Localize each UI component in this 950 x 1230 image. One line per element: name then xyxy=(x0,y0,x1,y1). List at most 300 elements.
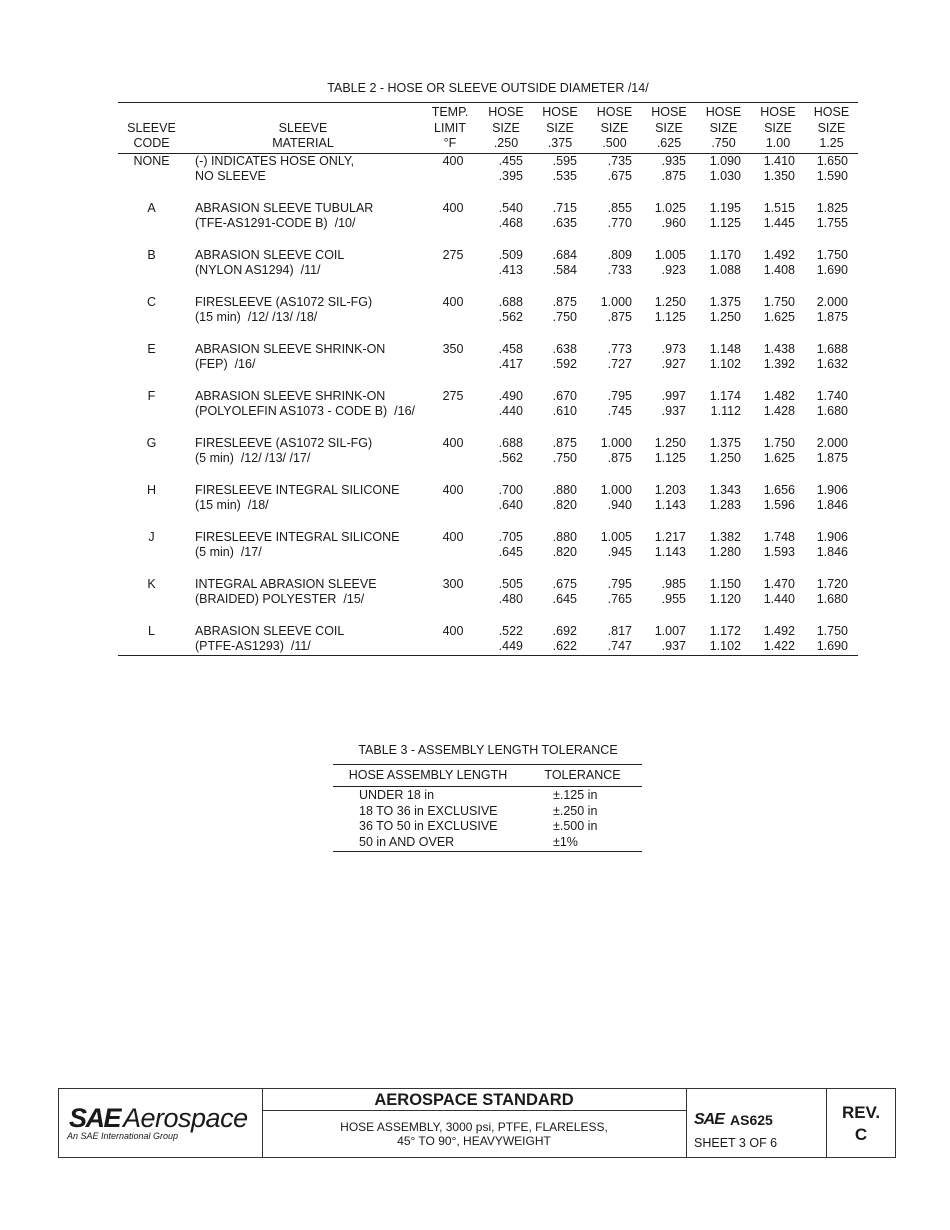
size-min-value: .940 xyxy=(607,498,632,512)
table3-header-tolerance: TOLERANCE xyxy=(523,765,642,787)
size-min-value: 1.680 xyxy=(816,592,848,606)
size-min-value: 1.440 xyxy=(763,592,795,606)
hose-size-value xyxy=(751,342,805,389)
sleeve-material xyxy=(185,389,421,436)
tolerance-value: ±.250 in xyxy=(553,803,598,818)
hose-size-value xyxy=(533,436,587,483)
size-min-value: 1.408 xyxy=(763,263,795,277)
size-max-value: 1.750 xyxy=(816,623,848,638)
size-max-value: .670 xyxy=(552,388,577,403)
table2-header-line: HOSE xyxy=(813,105,850,119)
size-max-value: .795 xyxy=(607,388,632,403)
size-min-value: .440 xyxy=(498,404,523,418)
assembly-length: 36 TO 50 in EXCLUSIVE xyxy=(359,819,498,833)
sleeve-material-line: ABRASION SLEEVE SHRINK-ON xyxy=(195,388,386,403)
sleeve-code: H xyxy=(146,482,157,497)
hose-size-value xyxy=(696,577,751,624)
sleeve-material-line: NO SLEEVE xyxy=(195,169,266,183)
size-max-value: 1.492 xyxy=(763,623,795,638)
table-row xyxy=(333,819,642,835)
assembly-length: UNDER 18 in xyxy=(359,788,435,802)
hose-size-value xyxy=(642,577,696,624)
sleeve-material-line: (5 min) /17/ xyxy=(195,545,262,559)
size-max-value: .935 xyxy=(661,153,686,168)
sleeve-code: NONE xyxy=(133,153,170,168)
table2-header-cell xyxy=(587,103,642,154)
hose-size-value xyxy=(533,153,587,201)
size-min-value: 1.428 xyxy=(763,404,795,418)
size-min-value: .875 xyxy=(607,451,632,465)
size-max-value: .715 xyxy=(552,200,577,215)
hose-size-value xyxy=(751,483,805,530)
table2-header-line: .375 xyxy=(547,136,573,150)
table-row xyxy=(118,153,858,201)
sleeve-code: G xyxy=(146,435,157,450)
size-max-value: 1.438 xyxy=(763,341,795,356)
size-max-value: .638 xyxy=(552,341,577,356)
hose-size-value xyxy=(533,248,587,295)
hose-size-value xyxy=(696,530,751,577)
size-max-value: 1.688 xyxy=(816,341,848,356)
size-max-value: 1.750 xyxy=(763,294,795,309)
table-row xyxy=(118,483,858,530)
table2-header-line: 1.00 xyxy=(765,136,791,150)
size-max-value: 1.250 xyxy=(654,294,686,309)
size-max-value: .458 xyxy=(498,341,523,356)
hose-size-value xyxy=(751,624,805,656)
size-min-value: 1.875 xyxy=(816,451,848,465)
hose-size-value xyxy=(751,201,805,248)
sleeve-material xyxy=(185,530,421,577)
size-min-value: 1.846 xyxy=(816,545,848,559)
hose-size-value xyxy=(805,295,858,342)
sleeve-material-line: ABRASION SLEEVE COIL xyxy=(195,623,345,638)
size-min-value: .937 xyxy=(661,404,686,418)
sleeve-material-line: INTEGRAL ABRASION SLEEVE xyxy=(195,576,377,591)
sleeve-material-line: (PTFE-AS1293) /11/ xyxy=(195,639,311,653)
hose-size-value xyxy=(533,483,587,530)
temp-limit: 400 xyxy=(442,482,464,497)
hose-size-value xyxy=(696,248,751,295)
hose-size-value xyxy=(642,153,696,201)
table2-header-line: .500 xyxy=(602,136,627,150)
size-max-value: 1.410 xyxy=(763,153,795,168)
size-min-value: .960 xyxy=(661,216,686,230)
temp-limit: 300 xyxy=(442,576,464,591)
size-min-value: .955 xyxy=(661,592,686,606)
hose-size-value xyxy=(587,577,642,624)
sleeve-code: E xyxy=(147,341,156,356)
size-min-value: .770 xyxy=(607,216,632,230)
table2-header-cell xyxy=(696,103,751,154)
size-max-value: 1.750 xyxy=(763,435,795,450)
hose-size-value xyxy=(479,530,533,577)
size-max-value: 1.090 xyxy=(709,153,741,168)
hose-size-value xyxy=(533,624,587,656)
size-max-value: .875 xyxy=(552,435,577,450)
size-min-value: 1.280 xyxy=(709,545,741,559)
hose-size-value xyxy=(696,153,751,201)
size-max-value: 1.515 xyxy=(763,200,795,215)
size-min-value: 1.125 xyxy=(709,216,741,230)
hose-size-value xyxy=(696,295,751,342)
size-max-value: 1.005 xyxy=(654,247,686,262)
temp-limit: 350 xyxy=(442,341,464,356)
size-min-value: 1.680 xyxy=(816,404,848,418)
hose-size-value xyxy=(587,436,642,483)
hose-size-value xyxy=(587,153,642,201)
sleeve-material-line: (15 min) /18/ xyxy=(195,498,269,512)
table2-header-line: SLEEVE xyxy=(278,120,328,135)
assembly-length: 18 TO 36 in EXCLUSIVE xyxy=(359,803,498,818)
table2-header-cell xyxy=(185,103,421,154)
table-row xyxy=(333,835,642,852)
size-max-value: 1.482 xyxy=(763,388,795,403)
sleeve-material-line: ABRASION SLEEVE SHRINK-ON xyxy=(195,341,386,356)
temp-limit: 400 xyxy=(442,435,464,450)
size-max-value: .705 xyxy=(498,529,523,544)
tolerance-value: ±.125 in xyxy=(553,788,598,802)
hose-size-value xyxy=(642,624,696,656)
size-max-value: 1.470 xyxy=(763,576,795,591)
hose-size-value xyxy=(587,248,642,295)
table-row xyxy=(118,389,858,436)
sleeve-material-line: (POLYOLEFIN AS1073 - CODE B) /16/ xyxy=(195,404,415,418)
table3-header-length: HOSE ASSEMBLY LENGTH xyxy=(333,765,523,787)
document-number: AS625 xyxy=(730,1112,773,1128)
logo-aerospace-text: Aerospace xyxy=(123,1103,248,1133)
size-min-value: .468 xyxy=(498,216,523,230)
size-max-value: .735 xyxy=(607,153,632,168)
size-min-value: 1.143 xyxy=(654,498,686,512)
size-min-value: .765 xyxy=(607,592,632,606)
sleeve-material-line: (-) INDICATES HOSE ONLY, xyxy=(195,153,355,168)
size-min-value: .875 xyxy=(607,310,632,324)
size-max-value: .773 xyxy=(607,341,632,356)
table2-header-cell xyxy=(533,103,587,154)
table2-header-cell xyxy=(479,103,533,154)
size-max-value: .817 xyxy=(607,623,632,638)
hose-size-value xyxy=(805,624,858,656)
table2-header-cell xyxy=(118,103,185,154)
size-min-value: 1.120 xyxy=(709,592,741,606)
hose-size-value xyxy=(805,577,858,624)
size-min-value: 1.350 xyxy=(763,169,795,183)
logo-sae-text: SAE xyxy=(69,1103,121,1133)
size-max-value: .855 xyxy=(607,200,632,215)
size-max-value: 1.174 xyxy=(709,388,741,403)
table-row xyxy=(118,436,858,483)
size-max-value: 1.170 xyxy=(709,247,741,262)
revision-value: C xyxy=(854,1125,868,1144)
table-row xyxy=(118,248,858,295)
sleeve-material-line: (TFE-AS1291-CODE B) /10/ xyxy=(195,216,356,230)
table-row xyxy=(118,295,858,342)
hose-size-value xyxy=(479,436,533,483)
size-min-value: .927 xyxy=(661,357,686,371)
size-max-value: .880 xyxy=(552,482,577,497)
size-min-value: .562 xyxy=(498,451,523,465)
table2-header-line: °F xyxy=(443,136,457,150)
size-min-value: .449 xyxy=(498,639,523,653)
size-min-value: 1.392 xyxy=(763,357,795,371)
hose-size-value xyxy=(805,483,858,530)
assembly-length: 50 in AND OVER xyxy=(333,835,523,852)
size-min-value: 1.143 xyxy=(654,545,686,559)
hose-sleeve-diameter-table xyxy=(118,102,858,656)
size-min-value: .645 xyxy=(552,592,577,606)
size-min-value: 1.690 xyxy=(816,639,848,653)
assembly-length-tolerance-table xyxy=(333,764,642,852)
hose-size-value xyxy=(642,248,696,295)
table2-header-line: SIZE xyxy=(492,120,520,135)
sleeve-code: J xyxy=(148,529,155,544)
size-max-value: .809 xyxy=(607,247,632,262)
size-max-value: .880 xyxy=(552,529,577,544)
size-min-value: .635 xyxy=(552,216,577,230)
size-min-value: 1.102 xyxy=(709,357,741,371)
size-max-value: 1.748 xyxy=(763,529,795,544)
table2-header-line: HOSE xyxy=(760,105,796,119)
size-max-value: .675 xyxy=(552,576,577,591)
hose-size-value xyxy=(696,342,751,389)
sleeve-material xyxy=(185,624,421,656)
revision-label: REV. xyxy=(841,1103,881,1122)
size-max-value: 1.650 xyxy=(816,153,848,168)
table2-header-cell xyxy=(642,103,696,154)
size-min-value: 1.112 xyxy=(710,404,741,418)
sleeve-code: C xyxy=(146,294,157,309)
sheet-number: SHEET 3 OF 6 xyxy=(694,1136,778,1150)
hose-size-value xyxy=(751,153,805,201)
table2-header-line xyxy=(118,105,185,121)
size-max-value: 1.750 xyxy=(816,247,848,262)
temp-limit: 400 xyxy=(421,624,479,656)
table2-header-line: 1.25 xyxy=(819,136,844,150)
size-min-value: .395 xyxy=(498,169,523,183)
table2-header-line: MATERIAL xyxy=(272,136,334,150)
size-max-value: 1.656 xyxy=(763,482,795,497)
table2-header-line: .750 xyxy=(711,136,736,150)
table2-header-line: CODE xyxy=(133,136,170,150)
sleeve-material-line: (BRAIDED) POLYESTER /15/ xyxy=(195,592,365,606)
size-max-value: .540 xyxy=(498,200,523,215)
size-min-value: .535 xyxy=(552,169,577,183)
sleeve-material-line: FIRESLEEVE INTEGRAL SILICONE xyxy=(195,482,400,497)
hose-size-value xyxy=(751,248,805,295)
table2-title: TABLE 2 - HOSE OR SLEEVE OUTSIDE DIAMETER /14/ xyxy=(327,81,649,95)
sleeve-code: F xyxy=(147,388,156,403)
size-min-value: .820 xyxy=(552,545,577,559)
size-max-value: .688 xyxy=(498,435,523,450)
size-max-value: 2.000 xyxy=(816,294,848,309)
size-max-value: .700 xyxy=(498,482,523,497)
size-min-value: .733 xyxy=(607,263,632,277)
size-max-value: 1.217 xyxy=(654,529,686,544)
hose-size-value xyxy=(696,624,751,656)
size-min-value: .875 xyxy=(661,169,686,183)
sleeve-code: L xyxy=(118,624,185,656)
hose-size-value xyxy=(479,577,533,624)
hose-size-value xyxy=(642,483,696,530)
hose-size-value xyxy=(533,201,587,248)
hose-size-value xyxy=(805,436,858,483)
size-min-value: 1.632 xyxy=(816,357,848,371)
table2-header-row xyxy=(118,103,858,154)
hose-size-value xyxy=(642,436,696,483)
hose-size-value xyxy=(533,342,587,389)
sleeve-material xyxy=(185,436,421,483)
size-min-value: .820 xyxy=(552,498,577,512)
size-min-value: 1.088 xyxy=(709,263,741,277)
table-row xyxy=(118,342,858,389)
hose-size-value xyxy=(587,295,642,342)
hose-size-value xyxy=(642,530,696,577)
hose-size-value xyxy=(479,624,533,656)
size-min-value: .923 xyxy=(661,263,686,277)
logo-tagline: An SAE International Group xyxy=(67,1131,179,1141)
document-subtitle xyxy=(262,1120,686,1148)
document-number-block xyxy=(686,1089,827,1157)
size-min-value: .937 xyxy=(661,639,686,653)
size-min-value: 1.846 xyxy=(816,498,848,512)
size-min-value: .675 xyxy=(607,169,632,183)
size-max-value: 1.148 xyxy=(709,341,741,356)
size-min-value: .645 xyxy=(498,545,523,559)
hose-size-value xyxy=(751,577,805,624)
size-max-value: 1.025 xyxy=(654,200,686,215)
hose-size-value xyxy=(805,201,858,248)
table2-header-line: HOSE xyxy=(705,105,742,119)
size-max-value: .505 xyxy=(498,576,523,591)
subtitle-line-2: 45° TO 90°, HEAVYWEIGHT xyxy=(397,1134,551,1148)
standard-title: AEROSPACE STANDARD xyxy=(262,1089,686,1111)
size-min-value: .480 xyxy=(498,592,523,606)
size-min-value: 1.755 xyxy=(816,216,848,230)
hose-size-value xyxy=(479,483,533,530)
temp-limit: 400 xyxy=(442,200,464,215)
hose-size-value xyxy=(696,483,751,530)
hose-size-value xyxy=(751,389,805,436)
size-max-value: 1.007 xyxy=(654,623,686,638)
sleeve-material-line: (15 min) /12/ /13/ /18/ xyxy=(195,310,318,324)
size-min-value: 1.445 xyxy=(763,216,795,230)
size-min-value: 1.250 xyxy=(709,451,741,465)
table2-header-line: SIZE xyxy=(546,120,574,135)
revision-block xyxy=(826,1089,896,1157)
size-min-value: .750 xyxy=(552,310,577,324)
size-max-value: 1.203 xyxy=(654,482,686,497)
temp-limit: 400 xyxy=(442,529,464,544)
sleeve-material xyxy=(185,577,421,624)
sleeve-material-line: FIRESLEEVE INTEGRAL SILICONE xyxy=(195,529,400,544)
hose-size-value xyxy=(587,342,642,389)
sae-aerospace-logo xyxy=(59,1089,263,1157)
sleeve-material-line: (FEP) /16/ xyxy=(195,357,256,371)
size-min-value: 1.250 xyxy=(709,310,741,324)
table3-header-row xyxy=(333,765,642,787)
sleeve-material xyxy=(185,295,421,342)
hose-size-value xyxy=(533,295,587,342)
size-max-value: .684 xyxy=(552,247,577,262)
size-min-value: .622 xyxy=(552,639,577,653)
size-min-value: .747 xyxy=(607,639,632,653)
size-max-value: 1.000 xyxy=(600,294,632,309)
table2-header-line: .625 xyxy=(656,136,682,150)
sleeve-code: K xyxy=(147,576,156,591)
title-block xyxy=(58,1088,896,1158)
hose-size-value xyxy=(479,153,533,201)
table2-header-line: HOSE xyxy=(651,105,687,119)
size-max-value: .875 xyxy=(552,294,577,309)
size-max-value: 1.375 xyxy=(709,435,741,450)
size-min-value: 1.283 xyxy=(709,498,741,512)
sleeve-code: A xyxy=(147,200,156,215)
hose-size-value xyxy=(751,436,805,483)
size-max-value: 1.172 xyxy=(709,623,741,638)
size-min-value: 1.102 xyxy=(709,639,741,653)
hose-size-value xyxy=(479,389,533,436)
size-min-value: .640 xyxy=(498,498,523,512)
table2-header-line: SIZE xyxy=(764,120,792,135)
size-min-value: 1.125 xyxy=(654,310,686,324)
hose-size-value xyxy=(479,295,533,342)
size-min-value: 1.875 xyxy=(816,310,848,324)
size-min-value: 1.593 xyxy=(763,545,795,559)
temp-limit: 400 xyxy=(442,153,464,168)
size-max-value: 1.375 xyxy=(709,294,741,309)
temp-limit: 400 xyxy=(442,294,464,309)
table2-header-line: HOSE xyxy=(542,105,578,119)
tolerance-value: ±.500 in xyxy=(553,819,598,833)
sleeve-material xyxy=(185,342,421,389)
size-max-value: 1.250 xyxy=(654,435,686,450)
sleeve-material xyxy=(185,483,421,530)
size-min-value: 1.596 xyxy=(763,498,795,512)
hose-size-value xyxy=(805,342,858,389)
size-min-value: .417 xyxy=(498,357,523,371)
table-row xyxy=(118,624,858,656)
size-min-value: .413 xyxy=(498,263,523,277)
size-max-value: 1.906 xyxy=(816,482,848,497)
table-row xyxy=(118,201,858,248)
table-row xyxy=(118,530,858,577)
size-min-value: .562 xyxy=(498,310,523,324)
table2-header-cell xyxy=(751,103,805,154)
sleeve-material-line: ABRASION SLEEVE COIL xyxy=(195,247,345,262)
size-max-value: 1.740 xyxy=(816,388,848,403)
hose-size-value xyxy=(533,389,587,436)
tolerance-value: ±1% xyxy=(523,835,642,852)
hose-size-value xyxy=(696,436,751,483)
size-max-value: 1.150 xyxy=(709,576,741,591)
size-max-value: 1.000 xyxy=(600,482,632,497)
table2-header-line: SIZE xyxy=(655,120,683,135)
hose-size-value xyxy=(805,248,858,295)
sleeve-material-line: FIRESLEEVE (AS1072 SIL-FG) xyxy=(195,435,373,450)
hose-size-value xyxy=(587,201,642,248)
size-max-value: .688 xyxy=(498,294,523,309)
table-row xyxy=(333,804,642,820)
hose-size-value xyxy=(805,389,858,436)
sleeve-material-line: ABRASION SLEEVE TUBULAR xyxy=(195,200,374,215)
size-max-value: 1.343 xyxy=(709,482,741,497)
size-min-value: 1.625 xyxy=(763,310,795,324)
sleeve-material xyxy=(185,153,421,201)
hose-size-value xyxy=(642,342,696,389)
size-max-value: 1.382 xyxy=(709,529,741,544)
size-min-value: .584 xyxy=(552,263,577,277)
